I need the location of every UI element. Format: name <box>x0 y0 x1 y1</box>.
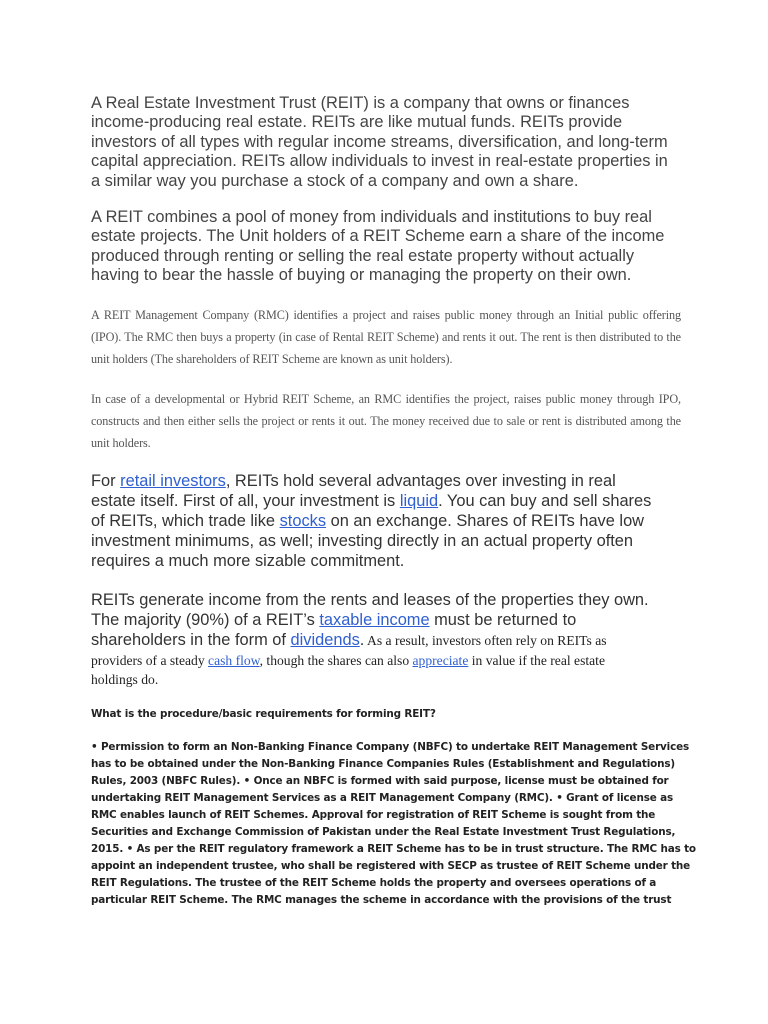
text-line <box>91 651 691 670</box>
text-line <box>91 630 691 651</box>
text-run: shareholders in the form of <box>91 631 291 649</box>
text-run: The majority (90%) of a REIT’s <box>91 611 320 629</box>
text-run: must be returned to <box>429 611 577 629</box>
liquid-link[interactable]: liquid <box>399 492 439 510</box>
text-run: providers of a steady <box>91 653 209 668</box>
text-line: investors of all types with regular income streams, diversification, and long-term <box>91 132 668 151</box>
dividends-link[interactable]: dividends <box>290 631 360 649</box>
text-run: estate itself. First of all, your investment is <box>91 492 400 510</box>
income-paragraph <box>91 590 691 689</box>
text-run: , though the shares can also <box>259 653 413 668</box>
stocks-link[interactable]: stocks <box>279 512 327 530</box>
text-line: a similar way you purchase a stock of a company and own a share. <box>91 171 579 190</box>
text-run: in value if the real estate <box>468 653 605 668</box>
rmc-paragraph: A REIT Management Company (RMC) identifies a project and raises public money through an Initial public offering (IPO). The RMC then buys a property (in case of Rental REIT Scheme) and rents it out. The rent is then distributed to the unit holders (The shareholders of REIT Scheme are known as unit holders). <box>91 308 681 366</box>
text-line: investment minimums, as well; investing directly in an actual property often <box>91 532 634 550</box>
text-run: . You can buy and sell shares <box>438 492 652 510</box>
text-line <box>91 471 691 491</box>
cash-flow-link[interactable]: cash flow <box>208 653 260 668</box>
intro-paragraph <box>91 94 691 191</box>
text-line: • Permission to form an Non-Banking Finance Company (NBFC) to undertake REIT Management Services <box>91 741 690 753</box>
text-line <box>91 491 691 511</box>
text-run: , REITs hold several advantages over investing in real <box>225 472 616 490</box>
hybrid-scheme-paragraph: In case of a developmental or Hybrid REIT Scheme, an RMC identifies the project, raises public money through IPO, constructs and then either sells the project or rents it out. The money received due to sale or rent is distributed among the unit holders. <box>91 392 681 450</box>
reit-pool-paragraph <box>91 208 691 286</box>
text-line: particular REIT Scheme. The RMC manages the scheme in accordance with the provisions of the trust <box>91 894 672 906</box>
text-line: RMC enables launch of REIT Schemes. Approval for registration of REIT Scheme is sought from the <box>91 809 656 821</box>
text-line: 2015. • As per the REIT regulatory framework a REIT Scheme has to be in trust structure. The RMC has to <box>91 843 696 855</box>
text-line: undertaking REIT Management Services as a REIT Management Company (RMC). • Grant of license as <box>91 792 674 804</box>
text-line: A REIT combines a pool of money from individuals and institutions to buy real <box>91 208 652 226</box>
text-line: income-producing real estate. REITs are like mutual funds. REITs provide <box>91 113 623 132</box>
text-run: on an exchange. Shares of REITs have low <box>326 512 645 530</box>
text-line: estate projects. The Unit holders of a REIT Scheme earn a share of the income <box>91 227 665 246</box>
text-line: requires a much more sizable commitment. <box>91 552 405 570</box>
text-run: As a result, investors often rely on REITs as <box>364 633 607 648</box>
text-line: A Real Estate Investment Trust (REIT) is a company that owns or finances <box>91 94 630 112</box>
text-line <box>91 511 691 531</box>
text-run: of REITs, which trade like <box>91 512 280 530</box>
text-line: having to bear the hassle of buying or managing the property on their own. <box>91 266 632 285</box>
text-line <box>91 610 691 630</box>
text-line: holdings do. <box>91 672 159 687</box>
text-line: capital appreciation. REITs allow individuals to invest in real-estate properties in <box>91 152 668 171</box>
retail-investors-paragraph <box>91 471 691 571</box>
text-line: appoint an independent trustee, who shall be registered with SECP as trustee of REIT Scheme under the <box>91 860 691 872</box>
requirements-paragraph <box>91 739 696 909</box>
retail-investors-link[interactable]: retail investors <box>120 472 226 490</box>
text-line: REIT Regulations. The trustee of the REIT Scheme holds the property and oversees operations of a <box>91 877 657 889</box>
text-line: Rules, 2003 (NBFC Rules). • Once an NBFC is formed with said purpose, license must be obtained for <box>91 775 669 787</box>
text-line: Securities and Exchange Commission of Pakistan under the Real Estate Investment Trust Regulations, <box>91 826 676 838</box>
text-line: has to be obtained under the Non-Banking Finance Companies Rules (Establishment and Regulations) <box>91 758 675 770</box>
appreciate-link[interactable]: appreciate <box>412 653 469 668</box>
text-line: produced through renting or selling the real estate property without actually <box>91 246 635 265</box>
text-run: . <box>359 631 365 649</box>
taxable-income-link[interactable]: taxable income <box>319 611 430 629</box>
text-run: For <box>91 472 121 490</box>
text-line: REITs generate income from the rents and leases of the properties they own. <box>91 591 649 609</box>
procedure-heading: What is the procedure/basic requirements for forming REIT? <box>91 708 436 720</box>
